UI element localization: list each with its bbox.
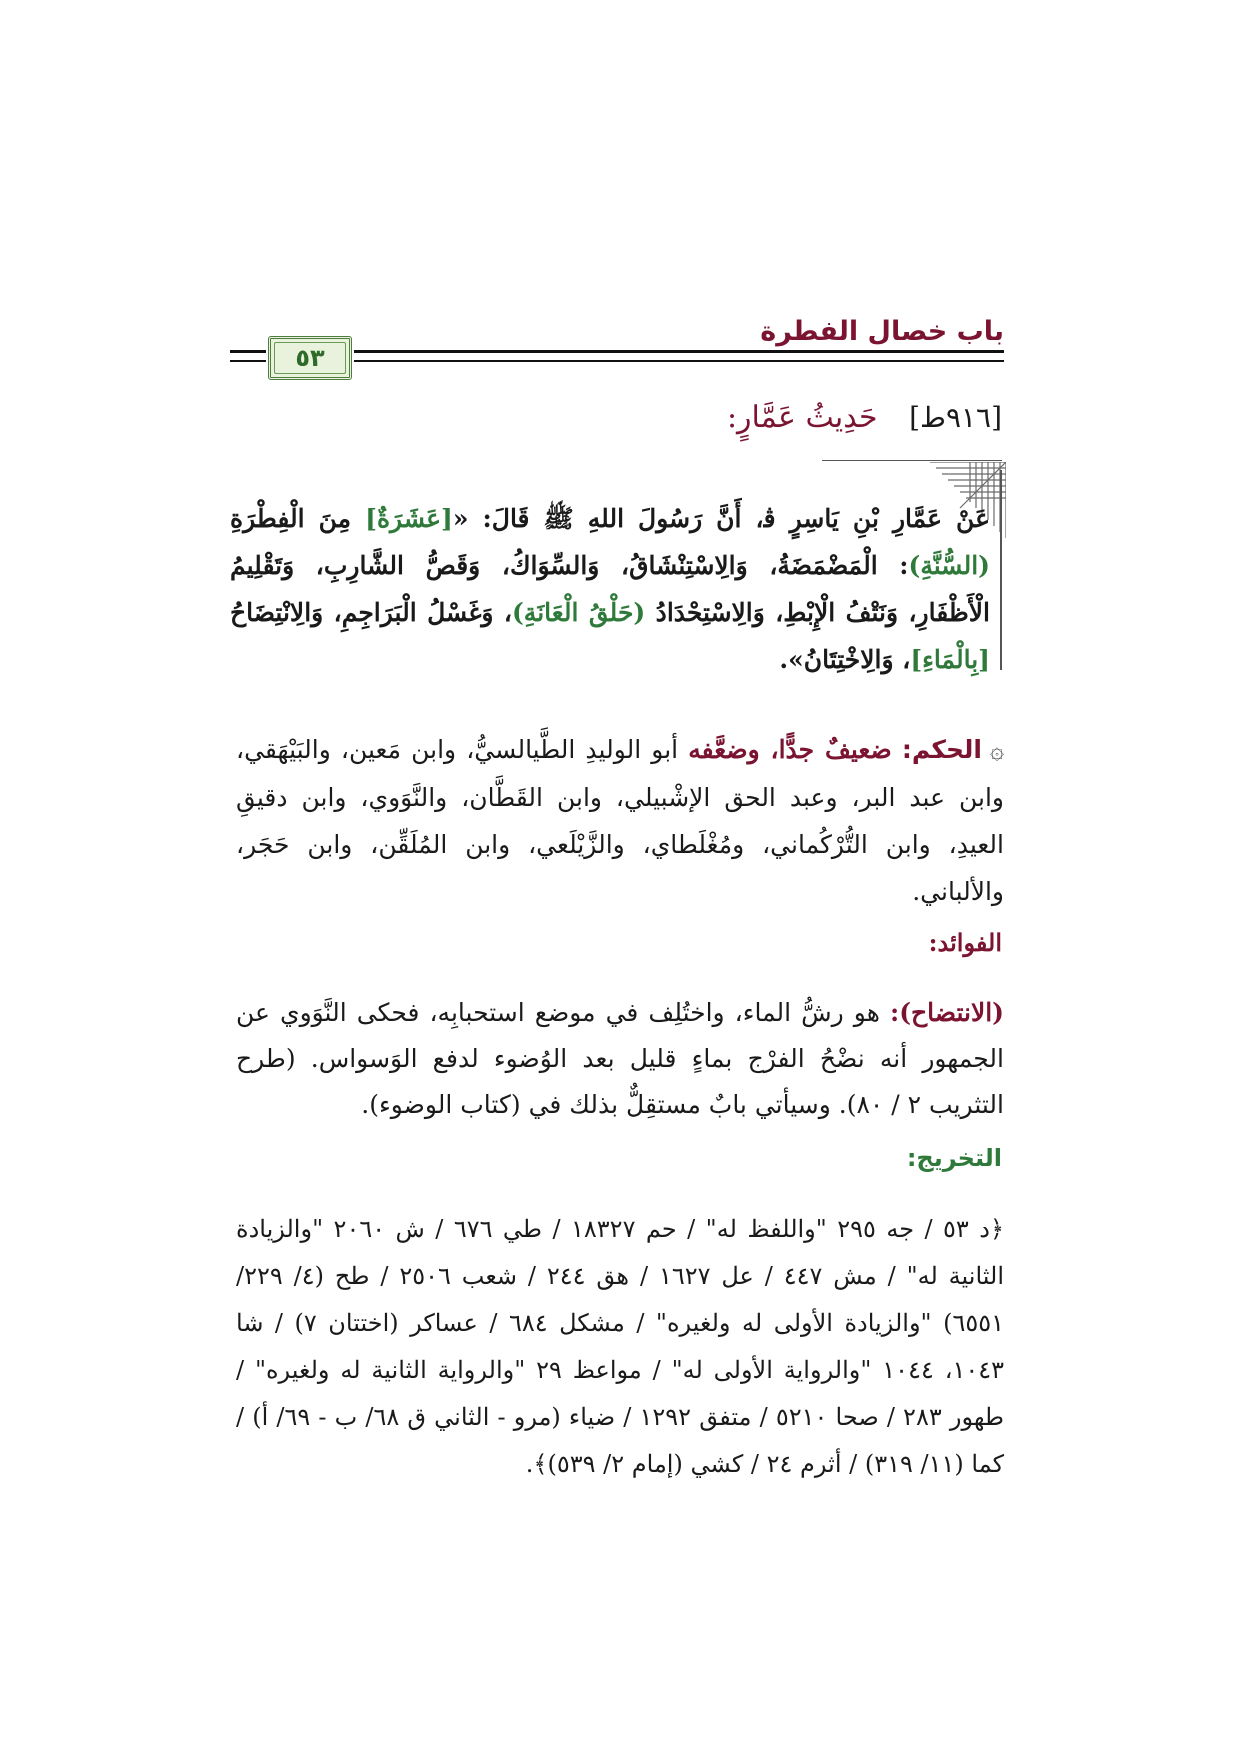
page-number-badge (268, 336, 352, 380)
takhrij-text: ﴿د ٥٣ / جه ٢٩٥ "واللفظ له" / حم ١٨٣٢٧ / طي ٦٧٦ / ش ٢٠٦٠ "والزيادة الثانية له" / مش ٤٤٧ / عل ١٦٢٧ / هق ٢٤٤ / شعب ٢٥٠٦ / طح (٤/ ٢٢٩/ ٦٥٥١) "والزيادة الأولى له ولغيره" / مشكل ٦٨٤ / عساكر (اختتان ٧) / شا ١٠٤٣، ١٠٤٤ "والرواية الأولى له" / مواعظ ٢٩ "والرواية الثانية له ولغيره" / طهور ٢٨٣ / صحا ٥٢١٠ / متفق ١٢٩٢ / ضياء (مرو - الثاني ق ٦٨/ ب - ٦٩/ أ) / كما (١١/ ٣١٩) / أثرم ٢٤ / كشي (إمام ٢/ ٥٣٩)﴾. (236, 1215, 1005, 1478)
header-rule-left-top (230, 350, 266, 353)
header-rule-left-bottom (230, 360, 266, 362)
benefits-heading: الفوائد: (928, 928, 1002, 957)
header-rule-right-top (354, 350, 1004, 353)
hadith-halq: (حَلْقُ الْعَانَةِ) (511, 598, 646, 627)
heading-rule (822, 460, 1002, 461)
takhrij-paragraph (236, 1206, 1004, 1488)
hadith-min-fitra: مِنَ الْفِطْرَةِ (230, 504, 366, 533)
hadith-ashara: [عَشَرَةٌ] (365, 504, 453, 533)
hadith-side-line (1000, 470, 1002, 670)
ruling-text: أبو الوليدِ الطَّيالسيُّ، وابن مَعين، والبَيْهَقي، وابن عبد البر، وعبد الحق الإشْبيلي، وابن القَطَّان، والنَّوَوي، وابن دقيقِ العيدِ، وابن التُّرْكُماني، ومُغْلَطاي، والزَّيْلَعي، وابن المُلَقِّن، وابن حَجَر، والألباني. (236, 735, 1004, 906)
chapter-title: باب خصال الفطرة (760, 316, 1004, 347)
benefits-term: (الانتضاح): (889, 998, 1004, 1027)
hadith-sunna: (السُّنَّةِ) (908, 551, 990, 580)
hadith-intro: عَنْ عَمَّارِ بْنِ يَاسِرٍ ﭬ، أَنَّ رَسُولَ اللهِ ﷺ قَالَ: « (452, 504, 990, 533)
hadith-number: [٩١٦ط] (909, 401, 1002, 434)
hadith-text (230, 495, 990, 683)
hadith-heading (727, 400, 1002, 435)
hadith-body-2: ، وَغَسْلُ الْبَرَاجِمِ، وَالِانْتِضَاحُ (230, 598, 512, 627)
flower-ornament-icon: ۞ (989, 736, 1005, 764)
benefits-paragraph (236, 990, 1004, 1128)
takhrij-heading: التخريج: (906, 1144, 1002, 1172)
hadith-bilmaa: [بِالْمَاءِ] (910, 645, 990, 674)
header-rule-right-bottom (354, 360, 1004, 362)
benefits-text: هو رشُّ الماء، واختُلِف في موضع استحبابِه، فحكى النَّوَوي عن الجمهور أنه نضْحُ الفرْج بماءٍ قليل بعد الوُضوء لدفع الوَسواس. (طرح التثريب ٢ / ٨٠). وسيأتي بابٌ مستقِلٌّ بذلك في (كتاب الوضوء). (236, 998, 1004, 1119)
ruling-paragraph (236, 726, 1004, 915)
hadith-end: ، وَالِاخْتِتَانُ». (779, 645, 911, 674)
hadith-title: حَدِيثُ عَمَّارٍ: (726, 400, 878, 435)
ruling-label: الحكم: (901, 735, 982, 764)
page-number: ٥٣ (295, 344, 325, 372)
ruling-verdict: ضعيفٌ جدًّا، وضعَّفه (688, 735, 892, 764)
hadith-body-1: : الْمَضْمَضَةُ، وَالِاسْتِنْشَاقُ، وَالسِّوَاكُ، وَقَصُّ الشَّارِبِ، وَتَقْلِيمُ الْأَظْفَارِ، وَنَتْفُ الْإِبْطِ، وَالِاسْتِحْدَادُ (230, 551, 990, 627)
